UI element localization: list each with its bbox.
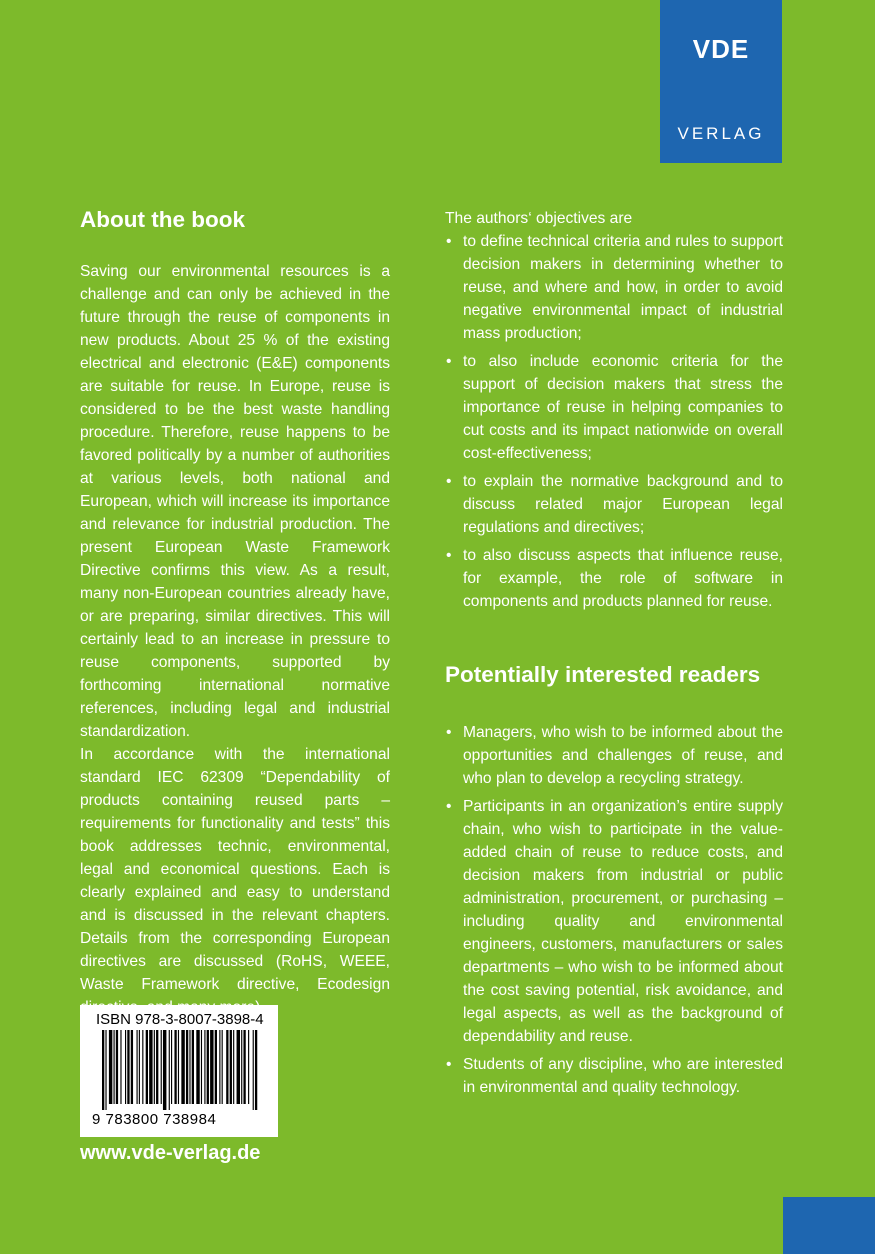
objectives-list xyxy=(445,230,783,613)
corner-block xyxy=(783,1197,875,1254)
reader-item: • Managers, who wish to be informed about the opportunities and challenges of reuse, and who plan to develop a recycling strategy. xyxy=(445,721,783,790)
about-paragraph-1: Saving our environmental resources is a challenge and can only be achieved in the future through the reuse of components in new products. About 25 % of the existing electrical and electronic (E&E) components are suitable for reuse. In Europe, reuse is considered to be the best waste handling procedure. Therefore, reuse happens to be favored politically by a number of authorities at various levels, both national and European, which will increase its importance and relevance for industrial production. The present European Waste Framework Directive confirms this view. As a result, many non-European countries already have, or are preparing, similar directives. This will certainly lead to an increase in pressure to reuse components, supported by forthcoming international normative references, including legal and industrial standardization. xyxy=(80,263,390,740)
right-column xyxy=(445,207,783,1104)
objective-item: • to also include economic criteria for the support of decision makers that stress the importance of reuse in helping companies to cut costs and its impact nationwide on overall cost-effectiveness; xyxy=(445,350,783,465)
barcode-digits: 9 783800 738984 xyxy=(92,1111,217,1128)
reader-item: • Participants in an organization’s entire supply chain, who wish to participate in the value-added chain of reuse to reduce costs, and decision makers from industrial or public administration, procurement, or purchasing – including quality and environmental engineers, customers, manufacturers or sales departments – who wish to be informed about the cost saving potential, risk avoidance, and legal aspects, as well as the background of dependability and reuse. xyxy=(445,795,783,1048)
isbn-barcode xyxy=(80,1005,278,1137)
about-title: About the book xyxy=(80,207,245,232)
about-paragraph-2: In accordance with the international standard IEC 62309 “Dependability of products containing reused parts – requirements for functionality and tests” this book addresses technic, environmental, legal and economical questions. Each is clearly explained and easy to understand and is discussed in the relevant chapters. Details from the corresponding European directives are discussed (RoHS, WEEE, Waste Framework directive, Ecodesign xyxy=(80,746,390,993)
objectives-intro: The authors‘ objectives are xyxy=(445,210,633,227)
website-url: www.vde-verlag.de xyxy=(80,1142,261,1164)
isbn-label: ISBN 978-3-8007-3898-4 xyxy=(96,1011,264,1028)
objective-item: • to define technical criteria and rules to support decision makers in determining whether to reuse, and where and how, in order to avoid negative environmental impact of industrial mass production; xyxy=(445,230,783,345)
barcode-bars xyxy=(102,1030,258,1110)
objective-item: • to also discuss aspects that influence reuse, for example, the role of software in components and products planned for reuse. xyxy=(445,544,783,613)
objective-item: • to explain the normative background and to discuss related major European legal regulations and directives; xyxy=(445,470,783,539)
reader-item: • Students of any discipline, who are interested in environmental and quality technology. xyxy=(445,1053,783,1099)
publisher-logo xyxy=(660,0,782,163)
about-section xyxy=(80,205,390,1019)
readers-list xyxy=(445,721,783,1099)
logo-verlag-text: VERLAG xyxy=(677,124,765,143)
readers-title: Potentially interested readers xyxy=(445,662,761,687)
logo-vde-text: VDE xyxy=(692,34,750,64)
